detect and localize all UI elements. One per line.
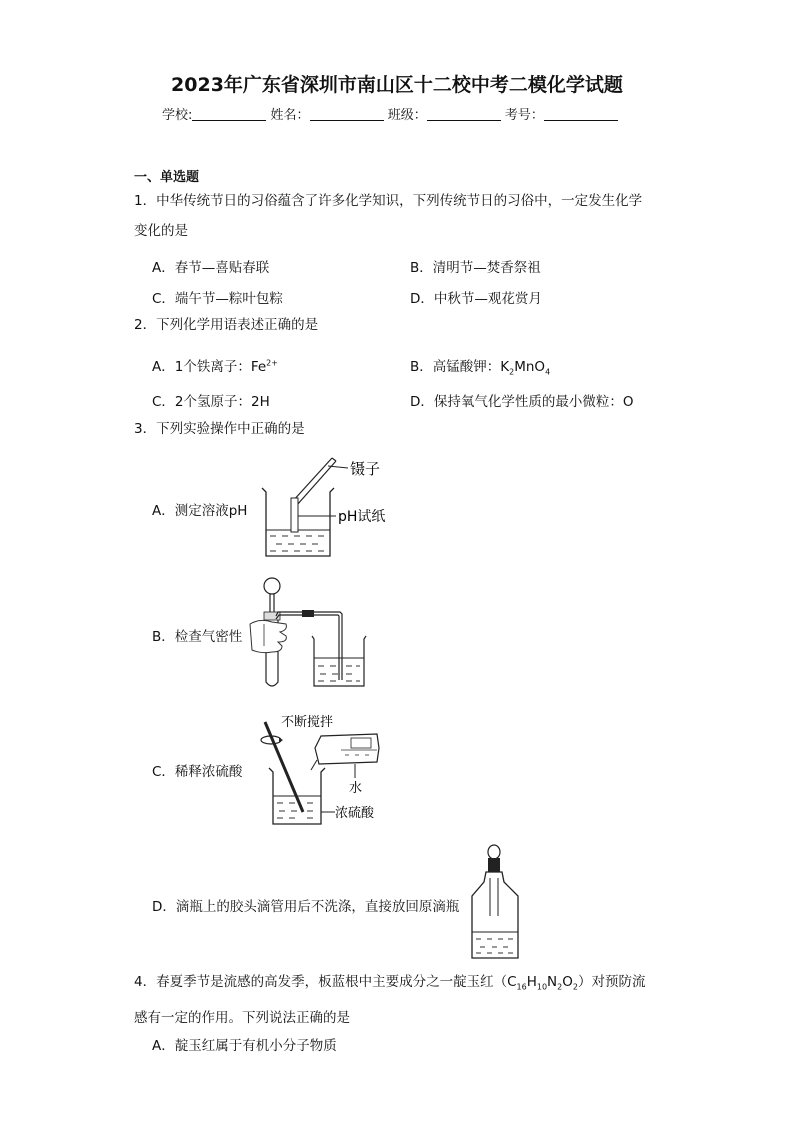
q2-option-b-text: B．高锰酸钾：K <box>410 359 510 375</box>
number-label: 考号： <box>504 108 544 123</box>
q4-formula-n: N <box>547 974 558 990</box>
q4-formula-sub-n: 2 <box>557 982 563 992</box>
page-title: 2023年广东省深圳市南山区十二校中考二模化学试题 <box>171 74 623 96</box>
q1-option-c: C．端午节—粽叶包粽 <box>152 291 283 307</box>
name-label: 姓名： <box>270 108 310 123</box>
q4-stem <box>134 967 674 1033</box>
q1-option-a: A．春节—喜贴春联 <box>152 260 270 276</box>
q3-option-d-label: D．滴瓶上的胶头滴管用后不洗涤，直接放回原滴瓶 <box>152 899 460 915</box>
q1-stem <box>134 186 664 246</box>
q4-formula-o: O <box>562 974 573 990</box>
dropper-bottle-diagram <box>468 842 528 962</box>
q2-option-b-formula: MnO <box>514 359 546 375</box>
water-label: 水 <box>349 781 363 796</box>
q4-stem-line1 <box>134 967 674 1003</box>
delivery-tube-icon <box>276 610 342 680</box>
q2-option-b <box>410 355 550 377</box>
q4-stem-text: 4．春夏季节是流感的高发季，板蓝根中主要成分之一靛玉红（C <box>134 974 517 990</box>
ph-paper-icon <box>291 498 298 532</box>
q2-option-c: C．2个氢原子：2H <box>152 394 270 410</box>
q2-stem: 2．下列化学用语表述正确的是 <box>134 317 319 333</box>
stir-label: 不断搅拌 <box>281 715 334 730</box>
q2-option-a <box>152 355 278 375</box>
airtightness-diagram <box>242 574 372 694</box>
q2-option-a-charge: 2+ <box>266 358 278 368</box>
school-label: 学校: <box>162 108 193 123</box>
tweezers-label: 镊子 <box>350 460 381 478</box>
q3-stem: 3．下列实验操作中正确的是 <box>134 421 305 437</box>
q2-option-b-sub1: 2 <box>509 367 515 377</box>
q4-formula-sub-c: 16 <box>516 982 527 992</box>
q4-formula-sub-h: 10 <box>536 982 548 992</box>
section-heading: 一、单选题 <box>134 170 200 185</box>
beaker-icon <box>269 768 325 824</box>
school-blank <box>192 108 266 121</box>
name-blank <box>310 108 384 121</box>
ph-test-diagram <box>252 452 412 562</box>
class-blank <box>427 108 501 121</box>
student-info-line <box>162 104 618 123</box>
q4-stem-line2: 感有一定的作用。下列说法正确的是 <box>134 1009 350 1026</box>
q4-formula-h: H <box>526 974 537 990</box>
class-label: 班级： <box>387 108 427 123</box>
dilution-diagram <box>255 708 415 828</box>
reagent-bottle-icon <box>311 734 379 770</box>
q1-stem-line1: 1．中华传统节日的习俗蕴含了许多化学知识，下列传统节日的习俗中，一定发生化学 <box>134 193 643 209</box>
glass-rod-icon <box>261 722 303 812</box>
dropper-bottle-icon <box>472 845 518 958</box>
acid-label: 浓硫酸 <box>335 806 375 821</box>
q1-option-d: D．中秋节—观花赏月 <box>410 291 542 307</box>
q4-option-a: A．靛玉红属于有机小分子物质 <box>152 1038 337 1054</box>
q4-stem-text-end: ）对预防流 <box>577 974 646 990</box>
q4-formula-sub-o: 2 <box>572 982 578 992</box>
q3-option-b-label: B．检查气密性 <box>152 629 243 645</box>
q2-option-b-sub2: 4 <box>545 367 551 377</box>
q3-option-c-label: C．稀释浓硫酸 <box>152 764 243 780</box>
number-blank <box>544 108 618 121</box>
hand-icon <box>250 620 286 652</box>
q1-stem-line2: 变化的是 <box>134 223 188 239</box>
q1-option-b: B．清明节—焚香祭祖 <box>410 260 541 276</box>
tweezers-icon <box>292 458 348 505</box>
q2-option-a-text: A．1个铁离子：Fe <box>152 359 267 375</box>
q3-option-a-label: A．测定溶液pH <box>152 503 248 519</box>
ph-paper-label: pH试纸 <box>338 509 386 525</box>
q2-option-d: D．保持氧气化学性质的最小微粒：O <box>410 394 634 410</box>
